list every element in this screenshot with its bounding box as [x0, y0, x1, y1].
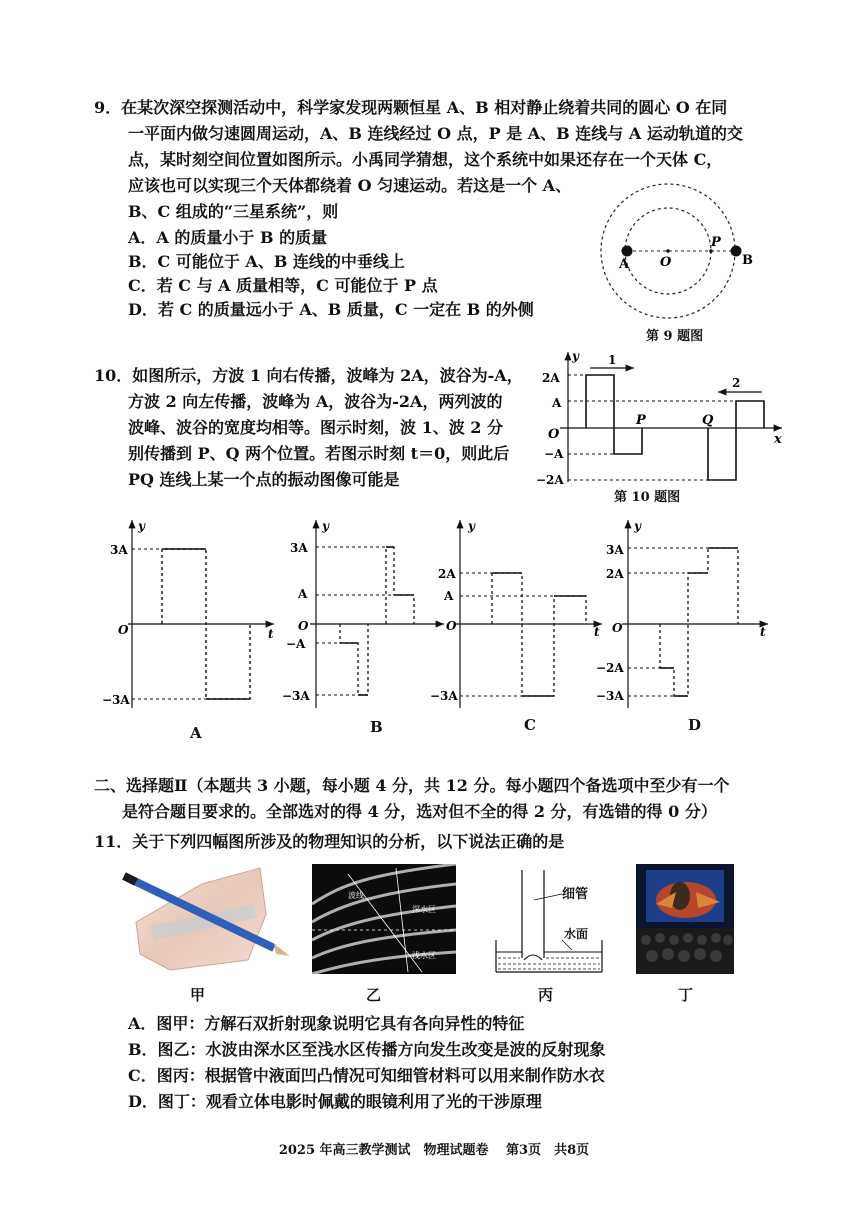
q10-figure [530, 346, 790, 486]
graph-a-t: t [268, 627, 274, 641]
q10-wave2-label: 2 [732, 376, 741, 390]
q11-stem: 11．关于下列四幅图所涉及的物理知识的分析，以下说法正确的是 [94, 832, 565, 851]
q9-line-2: 一平面内做匀速圆周运动，A、B 连线经过 O 点，P 是 A、B 连线与 A 运动轨道的交 [128, 124, 743, 143]
graph-d-tick-neg-3a: −3A [596, 689, 624, 703]
graph-a-tick-neg-3a: −3A [102, 693, 130, 707]
wave-1 [586, 375, 642, 454]
q9-option-a: A．A 的质量小于 B 的质量 [128, 228, 328, 247]
graph-c-t: t [594, 625, 600, 639]
q11-option-d: D．图丁：观看立体电影时佩戴的眼镜利用了光的干涉原理 [128, 1092, 542, 1111]
graph-b-y: y [322, 519, 329, 533]
image-caption-yi: 乙 [366, 986, 382, 1004]
q11-option-b: B．图乙：水波由深水区至浅水区传播方向发生改变是波的反射现象 [128, 1040, 606, 1059]
image-calcite [120, 864, 292, 976]
q9-option-b: B．C 可能位于 A、B 连线的中垂线上 [128, 252, 405, 271]
q10-y-label: y [572, 349, 579, 363]
graph-c-origin: O [446, 619, 457, 633]
star-a [622, 246, 633, 257]
graph-d-t: t [760, 625, 766, 639]
graph-d [596, 512, 776, 712]
graph-b-label: B [370, 718, 383, 736]
graph-b [282, 512, 452, 712]
graph-d-y: y [634, 519, 641, 533]
image-capillary [490, 864, 610, 976]
q10-point-q: Q [702, 413, 714, 428]
image-caption-ding: 丁 [678, 986, 694, 1004]
label-water-surface: 水面 [564, 927, 589, 941]
q10-line-2: 方波 2 向左传播，波峰为 A，波谷为-2A，两列波的 [128, 392, 503, 411]
star-b [731, 246, 742, 257]
section2-line-2: 是符合题目要求的。全部选对的得 4 分，选对但不全的得 2 分，有选错的得 0 分） [122, 802, 717, 821]
q9-line-4: 应该也可以实现三个天体都绕着 O 匀速运动。若这是一个 A、 [128, 176, 572, 195]
q10-tick-neg-2a: −2A [536, 473, 564, 486]
q10-tick-a: A [552, 396, 562, 410]
image-caption-bing: 丙 [538, 986, 554, 1004]
graph-b-tick-neg-3a: −3A [282, 689, 310, 703]
q10-line-4: 别传播到 P、Q 两个位置。若图示时刻 t＝0，则此后 [128, 444, 510, 463]
graph-c-tick-a: A [444, 589, 454, 603]
graph-d-origin: O [612, 621, 623, 635]
q10-point-p: P [636, 413, 646, 428]
q10-line-5: PQ 连线上某一个点的振动图像可能是 [128, 470, 400, 489]
graph-d-tick-2a: 2A [606, 567, 624, 581]
graph-d-tick-neg-2a: −2A [596, 661, 624, 675]
graph-a-label: A [190, 724, 202, 742]
wave-2 [708, 401, 764, 480]
q9-line-3: 点，某时刻空间位置如图所示。小禹同学猜想，这个系统中如果还存在一个天体 C， [128, 150, 723, 169]
graph-b-tick-neg-a: −A [286, 637, 306, 651]
q9-line-1: 9．在某次深空探测活动中，科学家发现两颗恒星 A、B 相对静止绕着共同的圆心 O 在同 [94, 98, 728, 117]
graph-c-tick-neg-3a: −3A [430, 689, 458, 703]
q9-option-d: D．若 C 的质量远小于 A、B 质量，C 一定在 B 的外侧 [128, 300, 534, 319]
image-water-wave [312, 864, 456, 974]
center-o [666, 249, 670, 253]
label-a: A [619, 257, 630, 272]
page-footer: 2025 年高三教学测试 物理试题卷 第3页 共8页 [278, 1143, 590, 1158]
label-deep-water: 深水区 [412, 905, 436, 914]
graph-d-label: D [688, 716, 702, 734]
q10-tick-neg-a: −A [544, 447, 564, 461]
q9-line-5: B、C 组成的“三星系统”，则 [128, 202, 339, 221]
q10-tick-2a: 2A [542, 371, 560, 385]
q9-figure-caption: 第 9 题图 [646, 329, 704, 344]
q10-origin: O [548, 427, 560, 442]
graph-b-tick-a: A [298, 587, 308, 601]
label-shallow-water: 浅水区 [412, 951, 436, 960]
q9-option-c: C．若 C 与 A 质量相等，C 可能位于 P 点 [128, 276, 438, 295]
graph-b-origin: O [298, 619, 309, 633]
graph-c-y: y [468, 519, 475, 533]
q11-option-a: A．图甲：方解石双折射现象说明它具有各向异性的特征 [128, 1014, 525, 1033]
q10-line-3: 波峰、波谷的宽度均相等。图示时刻，波 1、波 2 分 [128, 418, 503, 437]
graph-a [100, 512, 290, 712]
label-p: P [711, 235, 721, 250]
graph-a-origin: O [118, 623, 129, 637]
q10-figure-caption: 第 10 题图 [614, 490, 681, 505]
q10-wave1-label: 1 [608, 353, 617, 367]
label-o: O [660, 255, 672, 270]
q10-line-1: 10．如图所示，方波 1 向右传播，波峰为 2A，波谷为-A， [94, 366, 523, 385]
label-wave-line: 波线 [348, 891, 364, 900]
graph-d-tick-3a: 3A [606, 543, 624, 557]
graph-a-y: y [138, 519, 145, 533]
label-b: B [742, 253, 753, 268]
q10-x-label: x [774, 432, 782, 447]
q11-option-c: C．图丙：根据管中液面凹凸情况可知细管材料可以用来制作防水衣 [128, 1066, 605, 1085]
image-3d-movie [636, 864, 734, 974]
wave-pattern [312, 864, 456, 974]
graph-b-tick-3a: 3A [290, 541, 308, 555]
graph-a-tick-3a: 3A [110, 543, 128, 557]
graph-c-label: C [524, 716, 536, 734]
graph-c-tick-2a: 2A [438, 567, 456, 581]
image-caption-jia: 甲 [190, 986, 206, 1004]
section2-line-1: 二、选择题Ⅱ（本题共 3 小题，每小题 4 分，共 12 分。每小题四个备选项中至少有一个 [94, 776, 730, 795]
graph-c [430, 512, 610, 712]
label-thin-tube: 细管 [562, 887, 589, 902]
